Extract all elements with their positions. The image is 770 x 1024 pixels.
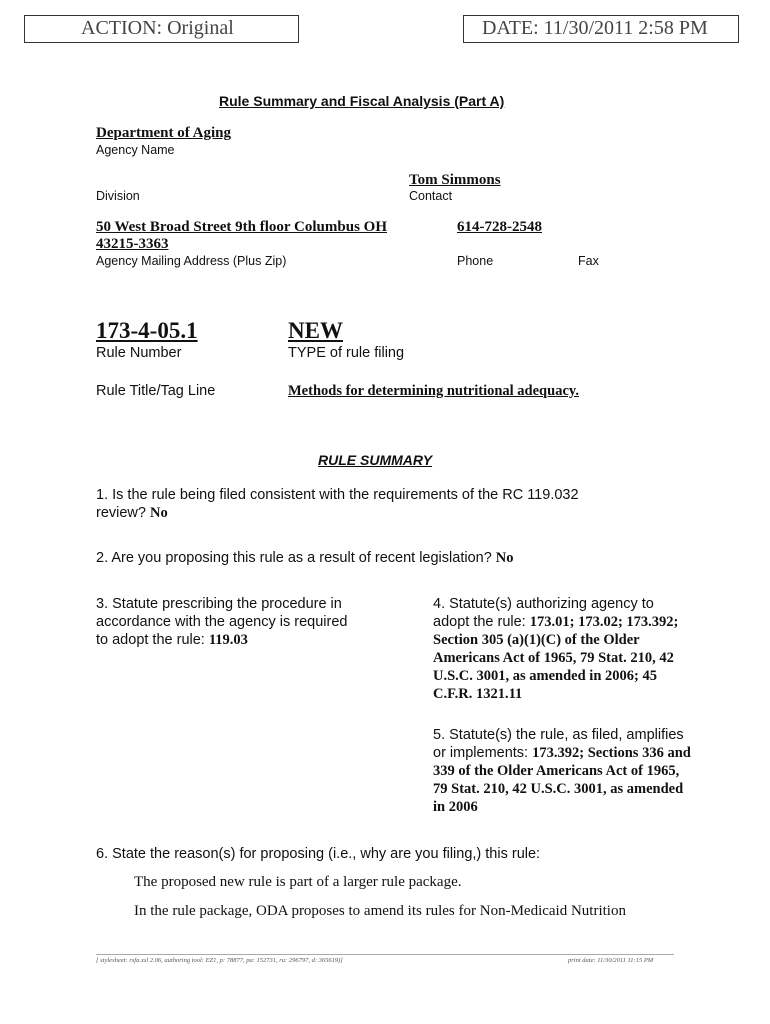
contact-label: Contact <box>409 189 453 203</box>
contact-value: Tom Simmons <box>409 172 501 188</box>
question-1-line-2 <box>96 504 579 522</box>
question-2 <box>96 549 514 567</box>
rule-title-label: Rule Title/Tag Line <box>96 383 216 399</box>
rule-type-value: NEW <box>288 318 343 343</box>
question-1-text: review? <box>96 505 146 521</box>
question-4-answer-line-5: U.S.C. 3001, as amended in 2006; 45 <box>433 668 657 684</box>
phone-value: 614-728-2548 <box>457 219 542 235</box>
rule-number-value: 173-4-05.1 <box>96 318 198 343</box>
division-label: Division <box>96 189 140 203</box>
question-5-line-1: 5. Statute(s) the rule, as filed, amplifies <box>433 727 684 743</box>
question-2-answer: No <box>495 550 514 566</box>
rule-summary-heading: RULE SUMMARY <box>318 452 433 468</box>
question-5-answer-line-5: in 2006 <box>433 799 478 815</box>
agency-name-value: Department of Aging <box>96 125 231 141</box>
rule-title-value: Methods for determining nutritional adequacy. <box>288 383 579 399</box>
question-3 <box>96 595 347 649</box>
address-line-1: 50 West Broad Street 9th floor Columbus OH <box>96 219 387 235</box>
question-4-line-1: 4. Statute(s) authorizing agency to <box>433 596 654 612</box>
question-3-text: to adopt the rule: <box>96 632 205 648</box>
question-6-paragraph-1: The proposed new rule is part of a larger rule package. <box>134 874 462 890</box>
question-3-line-1: 3. Statute prescribing the procedure in <box>96 596 342 612</box>
footer-stylesheet-info: [ stylesheet: rsfa.xsl 2.06, authoring tool: EZ1, p: 78877, pa: 152731, ra: 296797, d: 365619)] <box>96 957 343 964</box>
question-4-line-2 <box>433 613 678 631</box>
question-5-text: or implements: <box>433 745 529 761</box>
phone-label: Phone <box>457 254 494 268</box>
agency-name-label: Agency Name <box>96 143 175 157</box>
document-title: Rule Summary and Fiscal Analysis (Part A) <box>219 93 505 109</box>
question-5-answer-line-4: 79 Stat. 210, 42 U.S.C. 3001, as amended <box>433 781 684 797</box>
date-text: DATE: 11/30/2011 2:58 PM <box>482 17 708 39</box>
question-1-line-1: 1. Is the rule being filed consistent with the requirements of the RC 119.032 <box>96 487 579 503</box>
fax-label: Fax <box>578 254 599 268</box>
question-1-answer: No <box>150 505 168 521</box>
question-4-answer-line-6: C.F.R. 1321.11 <box>433 686 523 702</box>
question-4-answer-line-3: Section 305 (a)(1)(C) of the Older <box>433 632 640 648</box>
action-box <box>24 15 299 43</box>
action-text: ACTION: Original <box>81 17 234 39</box>
rule-type-label: TYPE of rule filing <box>288 345 405 361</box>
date-box <box>463 15 739 43</box>
question-4 <box>433 595 678 703</box>
question-6-paragraph-2: In the rule package, ODA proposes to amend its rules for Non-Medicaid Nutrition <box>134 903 626 919</box>
question-2-text: 2. Are you proposing this rule as a result of recent legislation? <box>96 550 492 566</box>
question-5 <box>433 726 691 816</box>
question-4-answer-start: 173.01; 173.02; 173.392; <box>529 614 679 630</box>
question-3-line-3 <box>96 631 347 649</box>
question-5-answer-line-3: 339 of the Older Americans Act of 1965, <box>433 763 680 779</box>
address-line-2: 43215-3363 <box>96 236 169 252</box>
address-label: Agency Mailing Address (Plus Zip) <box>96 254 287 268</box>
question-3-answer: 119.03 <box>208 632 248 648</box>
footer-divider <box>96 954 674 955</box>
question-3-line-2: accordance with the agency is required <box>96 614 348 630</box>
question-5-answer-start: 173.392; Sections 336 and <box>532 745 691 761</box>
question-5-line-2 <box>433 744 691 762</box>
question-4-text: adopt the rule: <box>433 614 526 630</box>
rule-number-label: Rule Number <box>96 345 182 361</box>
question-1 <box>96 486 579 522</box>
question-4-answer-line-4: Americans Act of 1965, 79 Stat. 210, 42 <box>433 650 674 666</box>
footer-print-date: print date: 11/30/2011 11:15 PM <box>568 957 654 964</box>
question-6: 6. State the reason(s) for proposing (i.e., why are you filing,) this rule: <box>96 846 541 862</box>
